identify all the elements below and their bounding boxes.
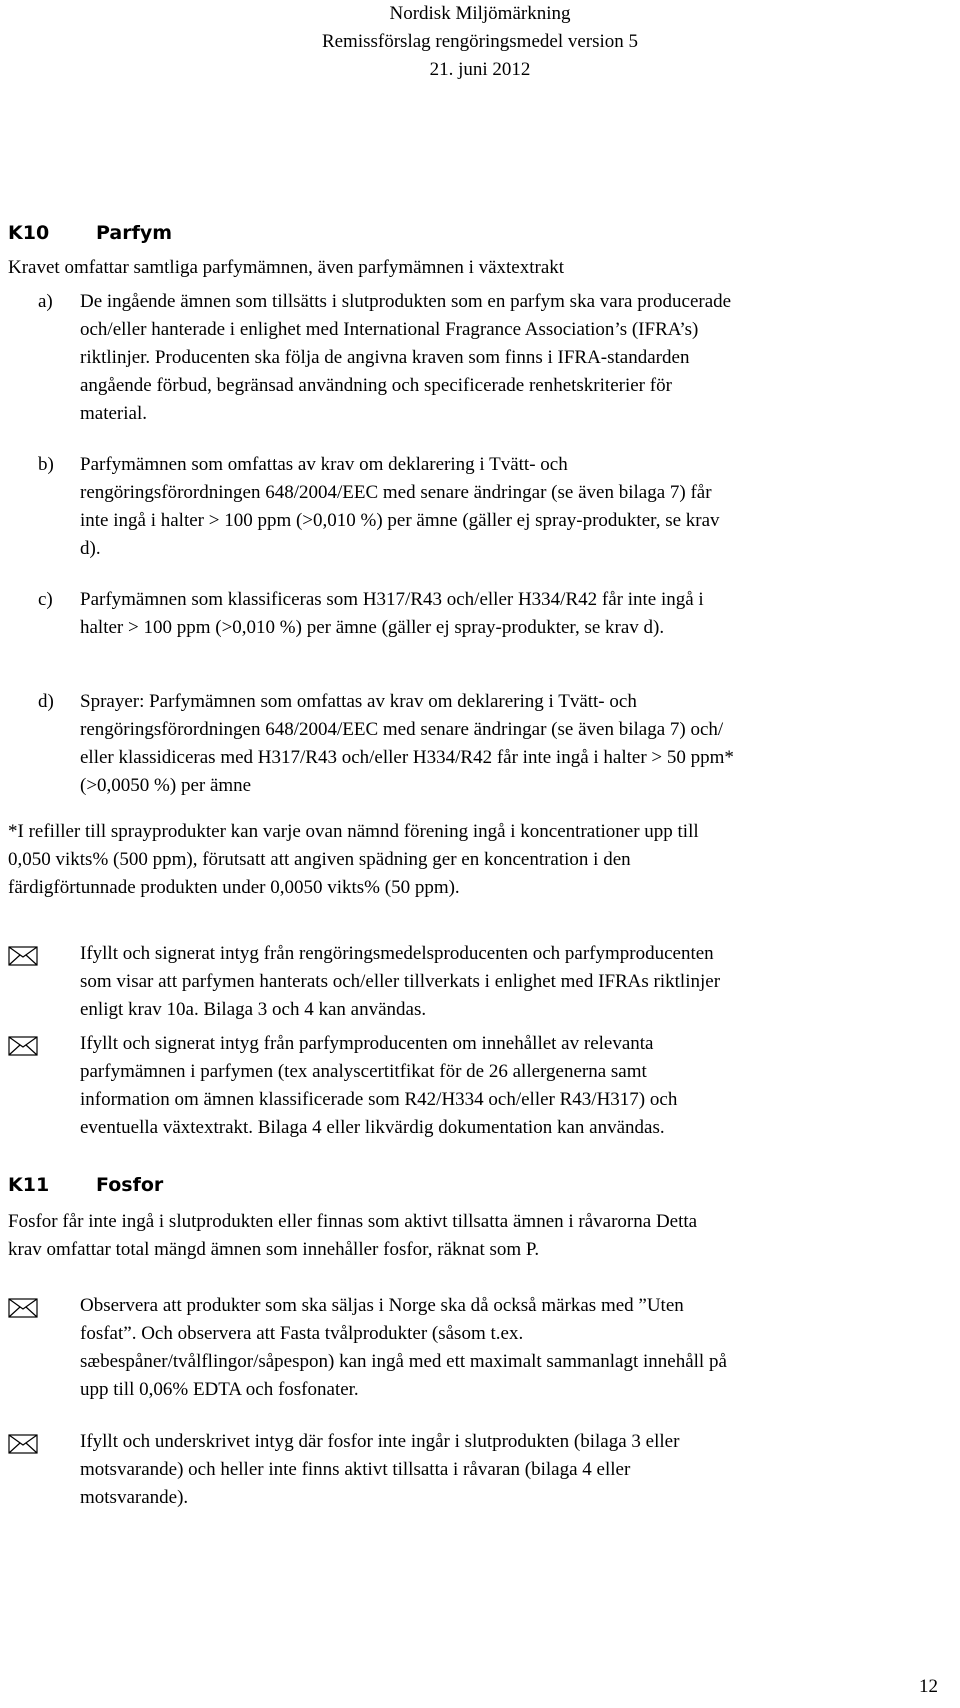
verification-text <box>80 1428 930 1512</box>
section-number: K10 <box>8 222 50 244</box>
text-line: inte ingå i halter > 100 ppm (>0,010 %) per ämne (gäller ej spray-produkter, se krav <box>80 510 720 531</box>
item-label: c) <box>38 589 53 610</box>
text-line: Ifyllt och signerat intyg från parfymproducenten om innehållet av relevanta <box>80 1033 654 1054</box>
text-line: material. <box>80 403 147 424</box>
item-label: d) <box>38 691 54 712</box>
text-line: riktlinjer. Producenten ska följa de angivna kraven som finns i IFRA-standarden <box>80 347 690 368</box>
text-line: halter > 100 ppm (>0,010 %) per ämne (gäller ej spray-produkter, se krav d). <box>80 617 665 638</box>
text-line: information om ämnen klassificerade som R42/H334 och/eller R43/H317) och <box>80 1089 678 1110</box>
text-line: angående förbud, begränsad användning och specificerade renhetskriterier för <box>80 375 672 396</box>
section-title: Fosfor <box>96 1174 164 1196</box>
text-line: färdigförtunnade produkten under 0,0050 vikts% (50 ppm). <box>8 877 460 898</box>
section-number: K11 <box>8 1174 50 1196</box>
text-line: Fosfor får inte ingå i slutprodukten eller finnas som aktivt tillsatta ämnen i råvarorna Detta <box>8 1211 698 1232</box>
verification-text <box>80 1030 930 1142</box>
envelope-icon <box>8 1036 38 1056</box>
header-date: 21. juni 2012 <box>429 59 531 80</box>
text-line: som visar att parfymen hanterats och/eller tillverkats i enlighet med IFRAs riktlinjer <box>80 971 721 992</box>
item-label: a) <box>38 291 53 312</box>
envelope-icon <box>8 946 38 966</box>
text-line: upp till 0,06% EDTA och fosfonater. <box>80 1379 359 1400</box>
text-line: och/eller hanterade i enlighet med International Fragrance Association’s (IFRA’s) <box>80 319 699 340</box>
text-line: Parfymämnen som klassificeras som H317/R43 och/eller H334/R42 får inte ingå i <box>80 589 704 610</box>
text-line: Parfymämnen som omfattas av krav om deklarering i Tvätt- och <box>80 454 568 475</box>
text-line: eventuella växtextrakt. Bilaga 4 eller likvärdig dokumentation kan användas. <box>80 1117 665 1138</box>
text-line: rengöringsförordningen 648/2004/EEC med senare ändringar (se även bilaga 7) får <box>80 482 712 503</box>
text-line: Ifyllt och underskrivet intyg där fosfor inte ingår i slutprodukten (bilaga 3 eller <box>80 1431 680 1452</box>
text-line: enligt krav 10a. Bilaga 3 och 4 kan användas. <box>80 999 427 1020</box>
page-number: 12 <box>919 1676 938 1697</box>
text-line: krav omfattar total mängd ämnen som innehåller fosfor, räknat som P. <box>8 1239 540 1260</box>
footnote <box>8 818 928 902</box>
text-line: 0,050 vikts% (500 ppm), förutsatt att angiven spädning ger en koncentration i den <box>8 849 631 870</box>
k11-intro <box>8 1208 928 1264</box>
k10-intro: Kravet omfattar samtliga parfymämnen, även parfymämnen i växtextrakt <box>8 257 565 278</box>
document-header <box>0 0 960 84</box>
text-line: (>0,0050 %) per ämne <box>80 775 252 796</box>
text-line: *I refiller till sprayprodukter kan varje ovan nämnd förening ingå i koncentrationer upp till <box>8 821 699 842</box>
text-line: eller klassidiceras med H317/R43 och/eller H334/R42 får inte ingå i halter > 50 ppm* <box>80 747 734 768</box>
text-line: Sprayer: Parfymämnen som omfattas av krav om deklarering i Tvätt- och <box>80 691 637 712</box>
text-line: Ifyllt och signerat intyg från rengöringsmedelsproducenten och parfymproducenten <box>80 943 714 964</box>
text-line: parfymämnen i parfymen (tex analyscertitfikat för de 26 allergenerna samt <box>80 1061 647 1082</box>
header-org: Nordisk Miljömärkning <box>389 3 571 24</box>
verification-text <box>80 940 930 1024</box>
text-line: motsvarande). <box>80 1487 189 1508</box>
item-label: b) <box>38 454 54 475</box>
text-line: De ingående ämnen som tillsätts i slutprodukten som en parfym ska vara producerade <box>80 291 732 312</box>
envelope-icon <box>8 1298 38 1318</box>
header-doc-title: Remissförslag rengöringsmedel version 5 <box>321 31 639 52</box>
envelope-icon <box>8 1434 38 1454</box>
text-line: d). <box>80 538 101 559</box>
text-line: motsvarande) och heller inte finns aktivt tillsatta i råvaran (bilaga 4 eller <box>80 1459 631 1480</box>
text-line: fosfat”. Och observera att Fasta tvålprodukter (såsom t.ex. <box>80 1323 524 1344</box>
text-line: sæbespåner/tvålflingor/såpespon) kan ingå med ett maximalt sammanlagt innehåll på <box>80 1351 727 1372</box>
verification-text <box>80 1292 930 1404</box>
item-text <box>80 451 920 563</box>
item-text <box>80 586 920 642</box>
text-line: rengöringsförordningen 648/2004/EEC med senare ändringar (se även bilaga 7) och/ <box>80 719 724 740</box>
item-text <box>80 288 920 428</box>
text-line: Observera att produkter som ska säljas i Norge ska då också märkas med ”Uten <box>80 1295 684 1316</box>
section-title: Parfym <box>96 222 173 244</box>
item-text <box>80 688 920 800</box>
